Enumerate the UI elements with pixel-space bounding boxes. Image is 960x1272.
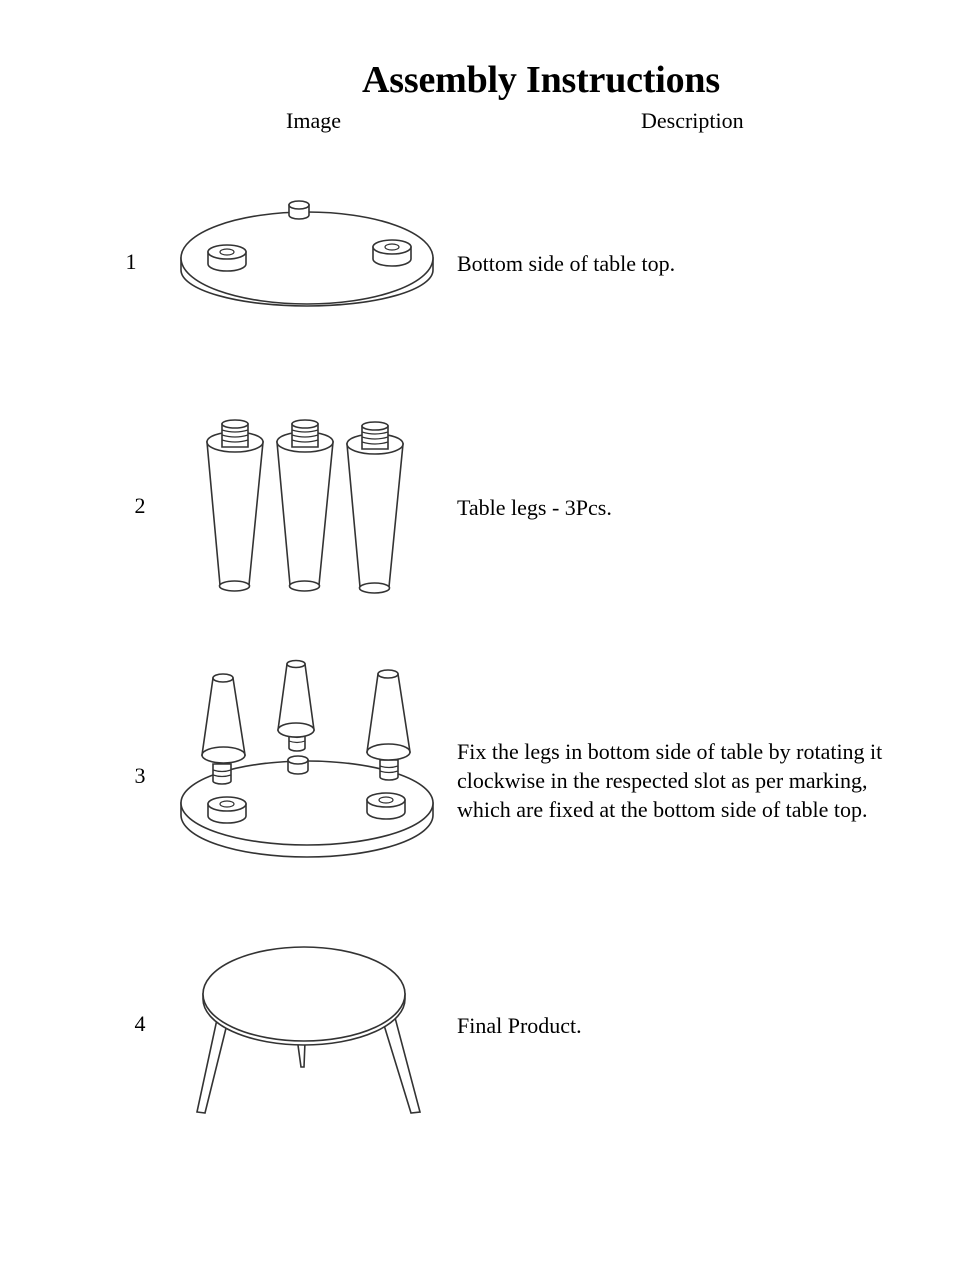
step-2-description: [457, 493, 612, 522]
assembled-side-table-illustration: [190, 938, 426, 1122]
three-table-legs-illustration: [200, 412, 422, 602]
step-3-description: [457, 737, 882, 824]
step-1-description: [457, 249, 675, 278]
step-1-number: 1: [125, 249, 137, 274]
legs-into-table-top-illustration: [176, 656, 438, 864]
step-4-number: 4: [134, 1011, 146, 1036]
document-title: Assembly Instructions: [362, 59, 720, 101]
step-2-description-line: Table legs - 3Pcs.: [457, 495, 612, 520]
step-3-description-line-2: clockwise in the respected slot as per marking,: [457, 768, 868, 793]
description-column-header: Description: [641, 108, 744, 133]
step-4-description-line: Final Product.: [457, 1013, 582, 1038]
table-top-bottom-side-illustration: [176, 192, 438, 310]
step-3-number: 3: [134, 763, 146, 788]
step-4-description: [457, 1011, 582, 1040]
step-1-description-line: Bottom side of table top.: [457, 251, 676, 276]
table-leg: [347, 422, 403, 593]
table-leg: [277, 420, 333, 591]
image-column-header: Image: [286, 108, 341, 133]
step-3-description-line-1: Fix the legs in bottom side of table by rotating it: [457, 739, 883, 764]
table-leg: [207, 420, 263, 591]
step-3-description-line-3: which are fixed at the bottom side of table top.: [457, 797, 868, 822]
step-2-number: 2: [134, 493, 146, 518]
